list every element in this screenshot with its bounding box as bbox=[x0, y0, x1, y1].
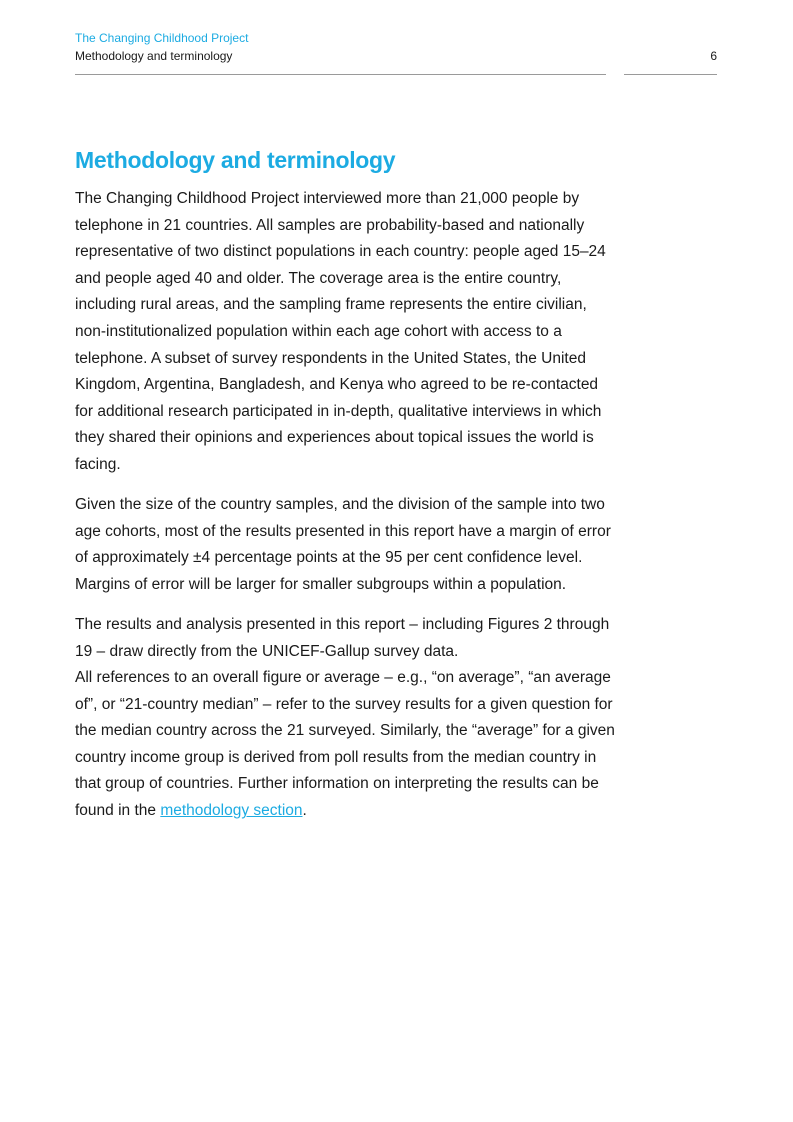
page-number: 6 bbox=[710, 49, 717, 63]
methodology-section-link[interactable]: methodology section bbox=[160, 802, 303, 820]
header-divider-left bbox=[75, 74, 606, 75]
paragraph-results-line-1: The results and analysis presented in this report – including Figures 2 through 19 – draw directly from the UNICEF-Gallup survey data. bbox=[75, 615, 610, 660]
project-name: The Changing Childhood Project bbox=[75, 31, 249, 45]
paragraph-intro: The Changing Childhood Project interviewed more than 21,000 people by telephone in 21 countries. All samples are probability-based and nationally representative of two distinct populations in each country: people aged 15–24 and people aged 40 and older. The coverage area is the entire country, including rural areas, and the sampling frame represents the entire civilian, non-institutionalized population within each age cohort with access to a telephone. A subset of survey respondents in the United States, the United Kingdom, Argentina, Bangladesh, and Kenya who agreed to be re-contacted for additional research participated in in-depth, qualitative interviews in which they shared their opinions and experiences about topical issues the world is facing. bbox=[75, 190, 606, 473]
page-header bbox=[75, 30, 717, 66]
header-divider-right bbox=[624, 74, 717, 75]
paragraph-results bbox=[75, 612, 615, 825]
page-title: Methodology and terminology bbox=[75, 147, 396, 173]
section-label: Methodology and terminology bbox=[75, 49, 233, 63]
paragraph-margin-of-error: Given the size of the country samples, and the division of the sample into two age cohorts, most of the results presented in this report have a margin of error of approximately ±4 percentage points at the 95 per cent confidence level. Margins of error will be larger for smaller subgroups within a population. bbox=[75, 496, 611, 593]
paragraph-results-end: . bbox=[302, 802, 307, 820]
paragraph-results-body: All references to an overall figure or average – e.g., “on average”, “an average of”, or “21-country median” – refer to the survey results for a given question for the median country across the 21 surveyed. Similarly, the “average” for a given country income group is derived from poll results from the median country in that group of countries. Further information on interpreting the results can be found in the bbox=[75, 669, 615, 820]
header-row bbox=[75, 46, 717, 66]
main-content bbox=[75, 144, 615, 838]
